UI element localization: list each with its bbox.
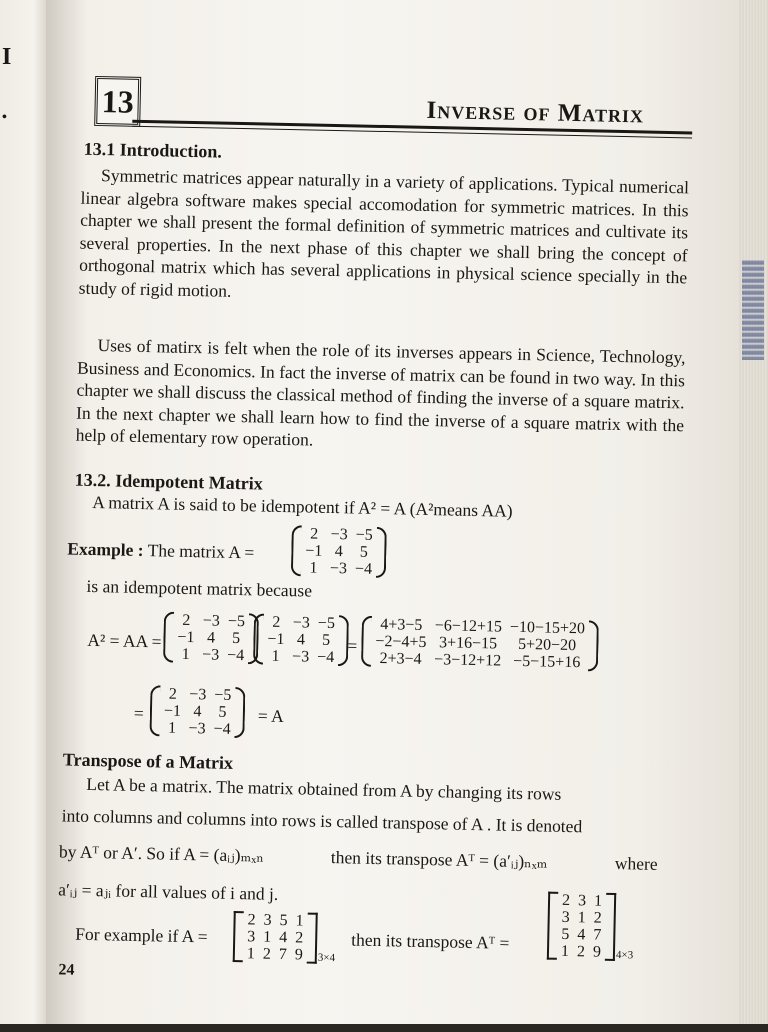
matrix-cell: −1 <box>305 542 323 560</box>
matrix-cell: 2 <box>247 911 256 929</box>
matrix-cell: −3 <box>202 612 221 630</box>
matrix-cell: −4 <box>213 720 231 738</box>
matrix-A-example <box>291 525 387 578</box>
matrix-A-4col: 2 3 5 1 3 1 4 2 1 2 7 9 3×4 <box>233 911 336 964</box>
facing-page-glyph: • <box>2 110 7 125</box>
matrix-cell: 4 <box>279 928 288 947</box>
matrix-cell: −3−12+12 <box>433 651 502 670</box>
matrix-cell: 1 <box>181 645 190 664</box>
matrix-cell: −10−15+20 <box>509 618 586 638</box>
page-number: 24 <box>58 961 75 979</box>
matrix-cell: −3 <box>188 720 206 738</box>
matrix-cell: −4 <box>316 648 335 667</box>
matrix-cell: −4 <box>227 646 245 665</box>
matrix-cell: 1 <box>593 892 603 910</box>
section-heading-idempotent: 13.2. Idempotent Matrix <box>74 469 263 494</box>
matrix-cell: 5 <box>321 631 331 649</box>
transpose-line-4: a′ᵢⱼ = aⱼᵢ for all values of i and j. <box>57 879 279 904</box>
transpose-example-text: For example if A = <box>75 923 208 947</box>
matrix-cell: 5 <box>231 629 241 648</box>
matrix-cell: −1 <box>163 702 182 720</box>
transpose-line-1: Let A be a matrix. The matrix obtained from A by changing its rows <box>86 773 562 804</box>
matrix-cell: 3 <box>577 892 587 910</box>
transpose-line-3b: then its transpose Aᵀ = (a′ᵢⱼ)ₙₓₘ <box>330 847 548 872</box>
matrix-cell: 5+20−20 <box>517 635 577 655</box>
matrix-A-result <box>149 685 245 738</box>
matrix-cell: 4 <box>577 926 586 944</box>
matrix-cell: 2 <box>310 525 319 543</box>
section-heading-introduction: 13.1 Introduction. <box>83 138 223 162</box>
matrix-cell: 4+3−5 <box>380 616 423 634</box>
matrix-A-factor-2 <box>253 613 349 666</box>
matrix-cell: −3 <box>292 614 311 632</box>
transpose-line-3a: by Aᵀ or A′. So if A = (aᵢⱼ)ₘₓₙ <box>58 841 265 866</box>
matrix-cell: 2 <box>182 611 191 630</box>
matrix-cell: 2 <box>576 943 586 961</box>
facing-page-glyph: I <box>2 44 12 70</box>
matrix-cell: 1 <box>263 928 272 946</box>
matrix-cell: 1 <box>577 909 586 927</box>
matrix-cell: −2−4+5 <box>375 632 427 651</box>
matrix-cell: −5−15+16 <box>513 652 581 672</box>
section-heading-transpose: Transpose of a Matrix <box>62 749 234 773</box>
chapter-title: Inverse of Matrix <box>426 96 645 129</box>
chapter-number-box: 13 <box>94 76 141 127</box>
matrix-cell: −3 <box>330 525 348 544</box>
matrix-cell: 5 <box>218 703 227 721</box>
matrix-cell: 5 <box>561 925 570 944</box>
matrix-cell: 3+16−15 <box>438 634 498 653</box>
matrix-cell: 7 <box>278 945 288 964</box>
product-lhs: A² = AA = <box>87 629 162 652</box>
matrix-cell: −1 <box>267 630 285 649</box>
matrix-cell: 1 <box>560 942 570 961</box>
matrix-cell: 7 <box>593 926 602 944</box>
because-text: is an idempotent matrix because <box>86 575 313 601</box>
matrix-cell: 3 <box>263 911 272 929</box>
matrix-cell: 1 <box>246 945 256 963</box>
matrix-cell: 2 <box>561 891 571 910</box>
matrix-cell: 2 <box>295 929 304 947</box>
matrix-cell: 2 <box>262 945 272 963</box>
matrix-cell: −3 <box>189 686 207 704</box>
matrix-cell: 5 <box>359 543 369 561</box>
matrix-cell: −3 <box>291 648 310 666</box>
matrix-cell: 5 <box>279 911 288 930</box>
result-equals-A: = A <box>257 705 285 727</box>
matrix-cell: 2 <box>168 685 177 703</box>
matrix-cell: 9 <box>294 946 304 964</box>
transpose-line-3c: where <box>614 852 658 874</box>
matrix-cell: −3 <box>201 646 220 664</box>
transpose-line-2: into columns and columns into rows is called transpose of A . It is denoted <box>61 805 583 837</box>
intro-paragraph-1: Symmetric matrices appear naturally in a variety of applications. Typical numerical linear algebra software makes special accomodation for symmetric matrices. In this chapter we shall present the formal definition of symmetric matrices and cultivate its several properties. In the next phase of this chapter we shall bring the concept of orthogonal matrix which has several applications in physical science specially in the study of rigid motion. <box>78 165 690 301</box>
matrix-A-transpose: 2 3 1 3 1 2 5 4 7 1 2 9 4×3 <box>547 892 635 962</box>
matrix-cell: 1 <box>271 647 280 665</box>
matrix-cell: 4 <box>296 631 306 649</box>
matrix-cell: −5 <box>355 526 373 544</box>
matrix-cell: −5 <box>317 614 336 633</box>
matrix-cell: −5 <box>227 612 246 631</box>
matrix-cell: 1 <box>167 719 177 737</box>
matrix-cell: 4 <box>334 543 344 561</box>
matrix-cell: −6−12+15 <box>434 617 503 636</box>
transpose-then-text: then its transpose Aᵀ = <box>350 929 510 953</box>
equals-sign: = <box>133 702 144 724</box>
idempotent-definition: A matrix A is said to be idempotent if A² = A (A²means AA) <box>92 491 513 521</box>
matrix-cell: 3 <box>561 908 570 927</box>
matrix-cell: 4 <box>206 629 216 647</box>
matrix-cell: −3 <box>329 559 348 578</box>
matrix-cell: 4 <box>193 703 202 721</box>
example-label: Example : The matrix A = <box>67 538 255 563</box>
matrix-cell: 1 <box>309 559 318 577</box>
intro-paragraph-2: Uses of matirx is felt when the role of its inverses appears in Science, Technology, Business and Economics. In fact the inverse of matrix can be found in two way. In this chapter we shall discuss the classical method of finding the inverse of a square matrix. In the next chapter we shall learn how to find the inverse of a square matrix with the help of elementary row operation. <box>75 335 686 450</box>
equals-sign: = <box>347 635 358 656</box>
matrix-cell: 1 <box>295 912 304 930</box>
matrix-A-factor-1 <box>163 611 259 664</box>
matrix-cell: −4 <box>354 560 373 578</box>
matrix-cell: 9 <box>592 943 602 961</box>
matrix-cell: −1 <box>177 628 195 647</box>
matrix-cell: 2 <box>593 909 602 927</box>
matrix-cell: 3 <box>247 928 256 946</box>
matrix-cell: −5 <box>214 686 232 704</box>
matrix-expanded-product <box>361 616 599 672</box>
matrix-cell: 2+3−4 <box>379 650 422 668</box>
matrix-cell: 2 <box>272 613 281 631</box>
